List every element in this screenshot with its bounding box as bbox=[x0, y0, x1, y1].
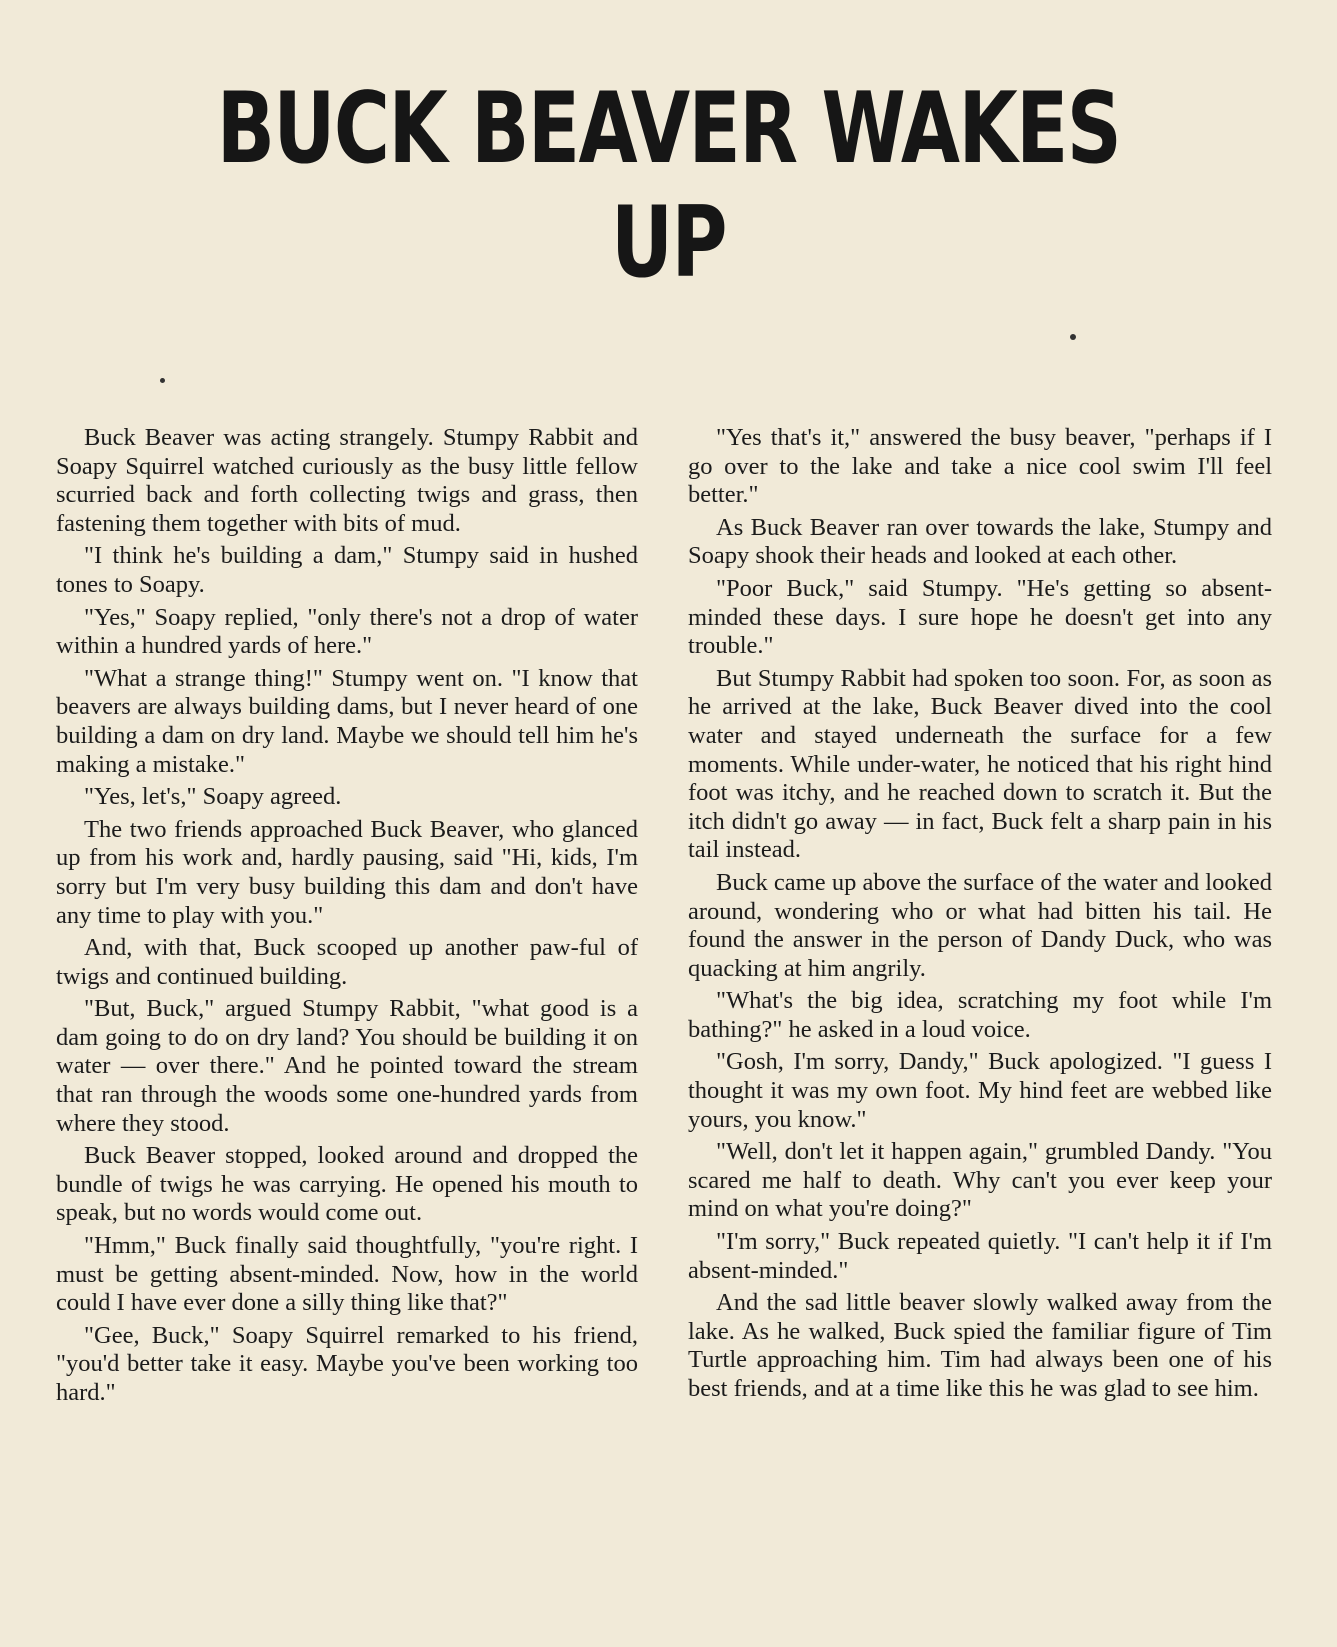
paragraph: Buck Beaver stopped, looked around and dropped the bundle of twigs he was carrying. He opened his mouth to speak, but no words would come out. bbox=[56, 1142, 638, 1227]
paragraph: "Gee, Buck," Soapy Squirrel remarked to his friend, "you'd better take it easy. Maybe you've been working too hard." bbox=[56, 1321, 638, 1406]
paragraph: "Yes, let's," Soapy agreed. bbox=[84, 783, 342, 811]
paragraph: "Poor Buck," said Stumpy. "He's getting so absent-minded these days. I sure hope he doesn't get into any trouble." bbox=[688, 574, 1272, 660]
story-title: BUCK BEAVER WAKES UP bbox=[216, 72, 1121, 300]
paragraph: But Stumpy Rabbit had spoken too soon. For, as soon as he arrived at the lake, Buck Beaver dived into the cool water and stayed underneath the surface for a few moments. While under-water, he noticed that his right hind foot was itchy, and he reached down to scratch it. But the itch didn't go away — in fact, Buck felt a sharp pain in his tail instead. bbox=[688, 664, 1272, 864]
paragraph: "Yes that's it," answered the busy beaver, "perhaps if I go over to the lake and take a nice cool swim I'll feel better." bbox=[688, 424, 1272, 509]
paragraph: As Buck Beaver ran over towards the lake, Stumpy and Soapy shook their heads and looked at each other. bbox=[688, 513, 1272, 570]
right-column bbox=[688, 424, 1272, 1408]
paragraph: "What a strange thing!" Stumpy went on. "I know that beavers are always building dams, but I never heard of one building a dam on dry land. Maybe we should tell him he's making a mistake." bbox=[56, 664, 638, 778]
paragraph: And the sad little beaver slowly walked away from the lake. As he walked, Buck spied the familiar figure of Tim Turtle approaching him. Tim had always been one of his best friends, and at a time like this he was glad to see him. bbox=[688, 1289, 1272, 1402]
print-speck bbox=[1070, 334, 1076, 340]
print-speck bbox=[160, 378, 165, 383]
paragraph: "I'm sorry," Buck repeated quietly. "I can't help it if I'm absent-minded." bbox=[688, 1228, 1272, 1284]
paragraph: "But, Buck," argued Stumpy Rabbit, "what good is a dam going to do on dry land? You should be building it on water — over there." And he pointed toward the stream that ran through the woods some one-hundred yards from where they stood. bbox=[56, 995, 638, 1137]
paragraph: The two friends approached Buck Beaver, who glanced up from his work and, hardly pausing, said "Hi, kids, I'm sorry but I'm very busy building this dam and don't have any time to play with you." bbox=[56, 815, 638, 929]
paragraph: And, with that, Buck scooped up another paw-ful of twigs and continued building. bbox=[56, 934, 638, 990]
paragraph: "I think he's building a dam," Stumpy said in hushed tones to Soapy. bbox=[56, 542, 638, 598]
paragraph: "Well, don't let it happen again," grumbled Dandy. "You scared me half to death. Why can't you ever keep your mind on what you're doing?" bbox=[688, 1138, 1272, 1223]
paragraph: "Yes," Soapy replied, "only there's not a drop of water within a hundred yards of here." bbox=[56, 603, 638, 660]
paragraph: "Hmm," Buck finally said thoughtfully, "you're right. I must be getting absent-minded. Now, how in the world could I have ever done a silly thing like that?" bbox=[56, 1232, 638, 1317]
paragraph: Buck came up above the surface of the water and looked around, wondering who or what had bitten his tail. He found the answer in the person of Dandy Duck, who was quacking at him angrily. bbox=[688, 868, 1272, 982]
left-column bbox=[56, 424, 638, 1412]
paragraph: "What's the big idea, scratching my foot while I'm bathing?" he asked in a loud voice. bbox=[688, 987, 1272, 1043]
paragraph: Buck Beaver was acting strangely. Stumpy Rabbit and Soapy Squirrel watched curiously as the busy little fellow scurried back and forth collecting twigs and grass, then fastening them together with bits of mud. bbox=[56, 424, 638, 537]
paragraph: "Gosh, I'm sorry, Dandy," Buck apologized. "I guess I thought it was my own foot. My hind feet are webbed like yours, you know." bbox=[688, 1048, 1272, 1133]
